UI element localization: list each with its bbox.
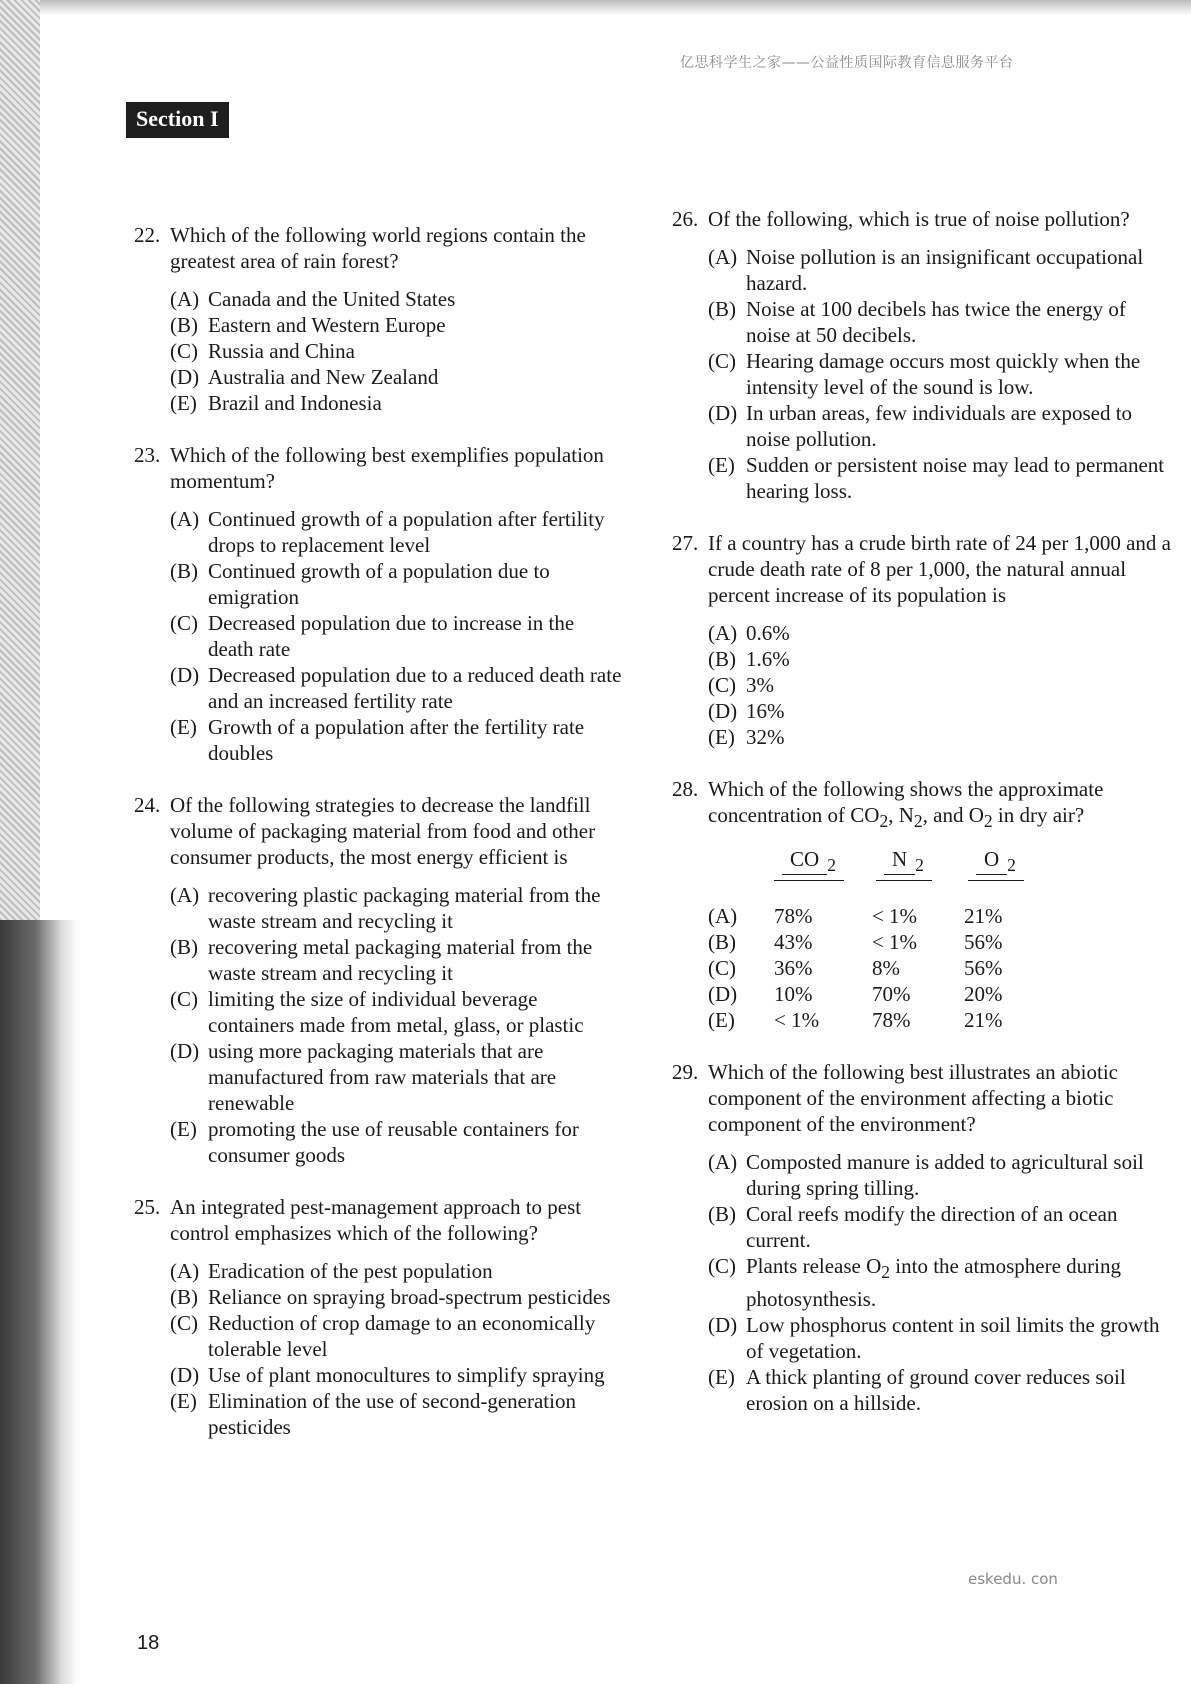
answer-choices: [708, 244, 1172, 504]
answer-choices: [708, 620, 1172, 750]
choice-e: [170, 1388, 624, 1440]
question-number: 22.: [134, 223, 161, 247]
formula-o2: $O_2$: [968, 803, 993, 832]
choice-letter: (B): [708, 297, 736, 321]
choice-text: Reliance on spraying broad-spectrum pesticides: [208, 1285, 611, 1309]
choice-letter: (D): [170, 1363, 200, 1387]
choice-c: [708, 1253, 1172, 1311]
choice-letter: (E): [708, 1008, 735, 1033]
choice-letter: (A): [170, 507, 200, 531]
choice-b: [170, 312, 624, 338]
question-29: [672, 1059, 1172, 1415]
table-row: [708, 981, 1042, 1007]
choice-letter: (D): [170, 663, 200, 687]
choice-b: [170, 1284, 624, 1310]
choice-c: [708, 348, 1172, 400]
choice-e: [170, 1116, 624, 1168]
choice-text: recovering metal packaging material from the waste stream and recycling it: [208, 935, 593, 985]
choice-letter: (B): [708, 1202, 736, 1227]
table-header-row: [708, 846, 1042, 903]
choice-letter: (B): [708, 930, 736, 955]
choice-letter: (C): [708, 1254, 736, 1279]
answer-choices: [170, 506, 624, 766]
choice-d: [170, 364, 624, 390]
choice-letter: (A): [170, 1259, 200, 1283]
choice-text: Eradication of the pest population: [208, 1259, 493, 1283]
choice-letter: (B): [170, 559, 198, 583]
n2-value: 70%: [871, 982, 911, 1007]
choice-d: [708, 1312, 1172, 1364]
choice-a: [170, 506, 624, 558]
choice-text: In urban areas, few individuals are exposed to noise pollution.: [746, 401, 1133, 451]
choice-text: 0.6%: [746, 621, 790, 645]
question-24: [134, 792, 624, 1168]
choice-text: Noise at 100 decibels has twice the energy of noise at 50 decibels.: [746, 297, 1126, 347]
formula-n2: $N_2$: [898, 803, 923, 832]
table-row: [708, 955, 1042, 981]
question-number: 27.: [672, 531, 699, 555]
site-watermark: eskedu. con: [968, 1570, 1058, 1588]
choice-letter: (E): [708, 453, 735, 477]
choice-letter: (C): [170, 987, 198, 1011]
choice-a: [170, 286, 624, 312]
question-text: Which of the following shows the approximate concentration of $CO_2$, $N_2$, and $O_2$ in dry air?: [708, 777, 1104, 832]
answer-choices: [170, 286, 624, 416]
choice-text: Use of plant monocultures to simplify spraying: [208, 1363, 605, 1387]
choice-text: Australia and New Zealand: [208, 365, 439, 389]
choice-c: [170, 986, 624, 1038]
choice-b: [708, 296, 1172, 348]
choice-text: 16%: [746, 699, 785, 723]
choice-letter: (E): [708, 725, 735, 749]
right-column: [672, 206, 1172, 1442]
choice-text: Russia and China: [208, 339, 355, 363]
choice-b: [170, 558, 624, 610]
choice-text: Continued growth of a population after fertility drops to replacement level: [208, 507, 605, 557]
question-text: If a country has a crude birth rate of 24 per 1,000 and a crude death rate of 8 per 1,000, the natural annual percent increase of its population is: [708, 531, 1171, 607]
choice-text: using more packaging materials that are manufactured from raw materials that are renewable: [208, 1039, 557, 1115]
choice-letter: (C): [708, 349, 736, 373]
n2-value: 8%: [871, 956, 900, 981]
question-number: 23.: [134, 443, 161, 467]
choice-text: Composted manure is added to agricultural soil during spring tilling.: [746, 1150, 1144, 1201]
o2-value: 20%: [963, 982, 1003, 1007]
question-22: [134, 222, 624, 416]
header-co2: CO $_2$: [760, 846, 858, 903]
header-spacer: [708, 846, 760, 903]
question-text: Which of the following best illustrates an abiotic component of the environment affecting a biotic component of the environment?: [708, 1060, 1118, 1137]
question-number: 28.: [672, 777, 699, 801]
n2-value: 78%: [871, 1008, 911, 1033]
choice-d: [170, 1038, 624, 1116]
o2-value: 56%: [963, 956, 1003, 981]
co2-value: 36%: [774, 956, 813, 981]
choice-letter: (D): [708, 401, 738, 425]
concentration-table: [708, 846, 1042, 1033]
question-text: Which of the following best exemplifies population momentum?: [170, 443, 604, 493]
question-text: Of the following, which is true of noise pollution?: [708, 207, 1130, 231]
table-row: [708, 1007, 1042, 1033]
choice-text: 1.6%: [746, 647, 790, 671]
question-text: Of the following strategies to decrease the landfill volume of packaging material from food and other consumer products, the most energy efficient is: [170, 793, 596, 869]
choice-letter: (A): [708, 1150, 738, 1175]
choice-letter: (D): [170, 365, 200, 389]
question-25: [134, 1194, 624, 1440]
question-text: An integrated pest-management approach to pest control emphasizes which of the following?: [170, 1195, 582, 1245]
choice-a: [708, 244, 1172, 296]
question-number: 26.: [672, 207, 699, 231]
choice-letter: (C): [708, 956, 736, 981]
question-27: [672, 530, 1172, 750]
choice-a: [170, 1258, 624, 1284]
question-number: 25.: [134, 1195, 161, 1219]
choice-text: A thick planting of ground cover reduces soil erosion on a hillside.: [746, 1364, 1126, 1415]
choice-letter: (E): [170, 1389, 197, 1413]
choice-d: [170, 662, 624, 714]
question-23: [134, 442, 624, 766]
co2-value: 43%: [774, 930, 813, 955]
choice-a: [708, 620, 1172, 646]
answer-choices: [170, 882, 624, 1168]
choice-letter: (A): [170, 287, 200, 311]
choice-text: Elimination of the use of second-generation pesticides: [208, 1389, 576, 1439]
o2-value: 56%: [963, 930, 1003, 955]
choice-e: [708, 452, 1172, 504]
choice-e: [170, 714, 624, 766]
n2-value: < 1%: [871, 904, 918, 929]
choice-letter: (A): [708, 621, 738, 645]
question-text: Which of the following world regions contain the greatest area of rain forest?: [170, 223, 586, 273]
choice-text: Low phosphorus content in soil limits the growth of vegetation.: [746, 1312, 1160, 1363]
answer-choices: [708, 1149, 1172, 1415]
choice-letter: (B): [170, 1285, 198, 1309]
choice-text: Noise pollution is an insignificant occupational hazard.: [746, 245, 1144, 295]
choice-a: [170, 882, 624, 934]
question-26: [672, 206, 1172, 504]
header-n2: N $_2$: [858, 846, 950, 903]
choice-c: [170, 610, 624, 662]
n2-value: < 1%: [871, 930, 918, 955]
question-number: 24.: [134, 793, 161, 817]
scan-shadow: [0, 920, 78, 1684]
choice-a: [708, 1149, 1172, 1201]
choice-letter: (B): [708, 647, 736, 671]
choice-c: [170, 338, 624, 364]
choice-letter: (C): [170, 1311, 198, 1335]
table-row: [708, 903, 1042, 929]
formula-o2: $O_2$: [866, 1254, 891, 1283]
question-text-end: in dry air?: [992, 803, 1085, 827]
choice-text: Brazil and Indonesia: [208, 391, 382, 415]
choice-letter: (E): [708, 1364, 735, 1389]
choice-d: [170, 1362, 624, 1388]
choice-letter: (C): [170, 611, 198, 635]
choice-text: Reduction of crop damage to an economically tolerable level: [208, 1311, 596, 1361]
choice-text: Growth of a population after the fertility rate doubles: [208, 715, 585, 765]
choice-d: [708, 698, 1172, 724]
co2-value: 78%: [774, 904, 813, 929]
choice-text: Continued growth of a population due to emigration: [208, 559, 550, 609]
question-text-start: Which of the following shows the approximate concentration of: [708, 777, 1104, 827]
page-number: 18: [137, 1632, 160, 1654]
formula-co2: $CO_2$: [850, 803, 889, 832]
co2-value: 10%: [774, 982, 813, 1007]
choice-letter: (E): [170, 391, 197, 415]
o2-value: 21%: [963, 904, 1003, 929]
choice-text: Plants release $O_2$ into the atmosphere during photosynthesis.: [746, 1254, 1121, 1311]
choice-e: [708, 1364, 1172, 1416]
choice-e: [170, 390, 624, 416]
choice-letter: (B): [170, 935, 198, 959]
answer-choices: [170, 1258, 624, 1440]
choice-text: limiting the size of individual beverage containers made from metal, glass, or plastic: [208, 987, 584, 1037]
question-28: [672, 776, 1172, 1033]
choice-c: [708, 672, 1172, 698]
choice-letter: (E): [170, 1117, 197, 1141]
o2-value: 21%: [963, 1008, 1003, 1033]
choice-e: [708, 724, 1172, 750]
choice-text: Coral reefs modify the direction of an ocean current.: [746, 1202, 1118, 1253]
choice-letter: (D): [708, 699, 738, 723]
section-badge: Section I: [126, 102, 229, 138]
choice-text: recovering plastic packaging material from the waste stream and recycling it: [208, 883, 601, 933]
choice-text: Sudden or persistent noise may lead to permanent hearing loss.: [746, 453, 1165, 503]
choice-letter: (C): [708, 673, 736, 697]
choice-letter: (B): [170, 313, 198, 337]
choice-letter: (D): [170, 1039, 200, 1063]
table-row: [708, 929, 1042, 955]
choice-text: Eastern and Western Europe: [208, 313, 446, 337]
question-number: 29.: [672, 1060, 699, 1085]
left-column: [134, 222, 624, 1466]
choice-letter: (A): [170, 883, 200, 907]
watermark: 亿思科学生之家——公益性质国际教育信息服务平台: [680, 55, 1014, 71]
choice-b: [708, 1201, 1172, 1253]
choice-text: Decreased population due to a reduced death rate and an increased fertility rate: [208, 663, 622, 713]
choice-text: Decreased population due to increase in the death rate: [208, 611, 575, 661]
choice-d: [708, 400, 1172, 452]
choice-letter: (C): [170, 339, 198, 363]
header-o2: O $_2$: [950, 846, 1042, 903]
choice-text: 3%: [746, 673, 774, 697]
choice-letter: (D): [708, 982, 738, 1007]
choice-letter: (A): [708, 904, 738, 929]
choice-text: 32%: [746, 725, 785, 749]
choice-text: Canada and the United States: [208, 287, 456, 311]
choice-b: [708, 646, 1172, 672]
scan-top-edge: [0, 0, 1191, 16]
choice-text: Hearing damage occurs most quickly when the intensity level of the sound is low.: [746, 349, 1141, 399]
choice-letter: (E): [170, 715, 197, 739]
choice-letter: (A): [708, 245, 738, 269]
choice-letter: (D): [708, 1312, 738, 1337]
choice-text: promoting the use of reusable containers for consumer goods: [208, 1117, 579, 1167]
choice-b: [170, 934, 624, 986]
co2-value: < 1%: [774, 1008, 820, 1033]
choice-c: [170, 1310, 624, 1362]
